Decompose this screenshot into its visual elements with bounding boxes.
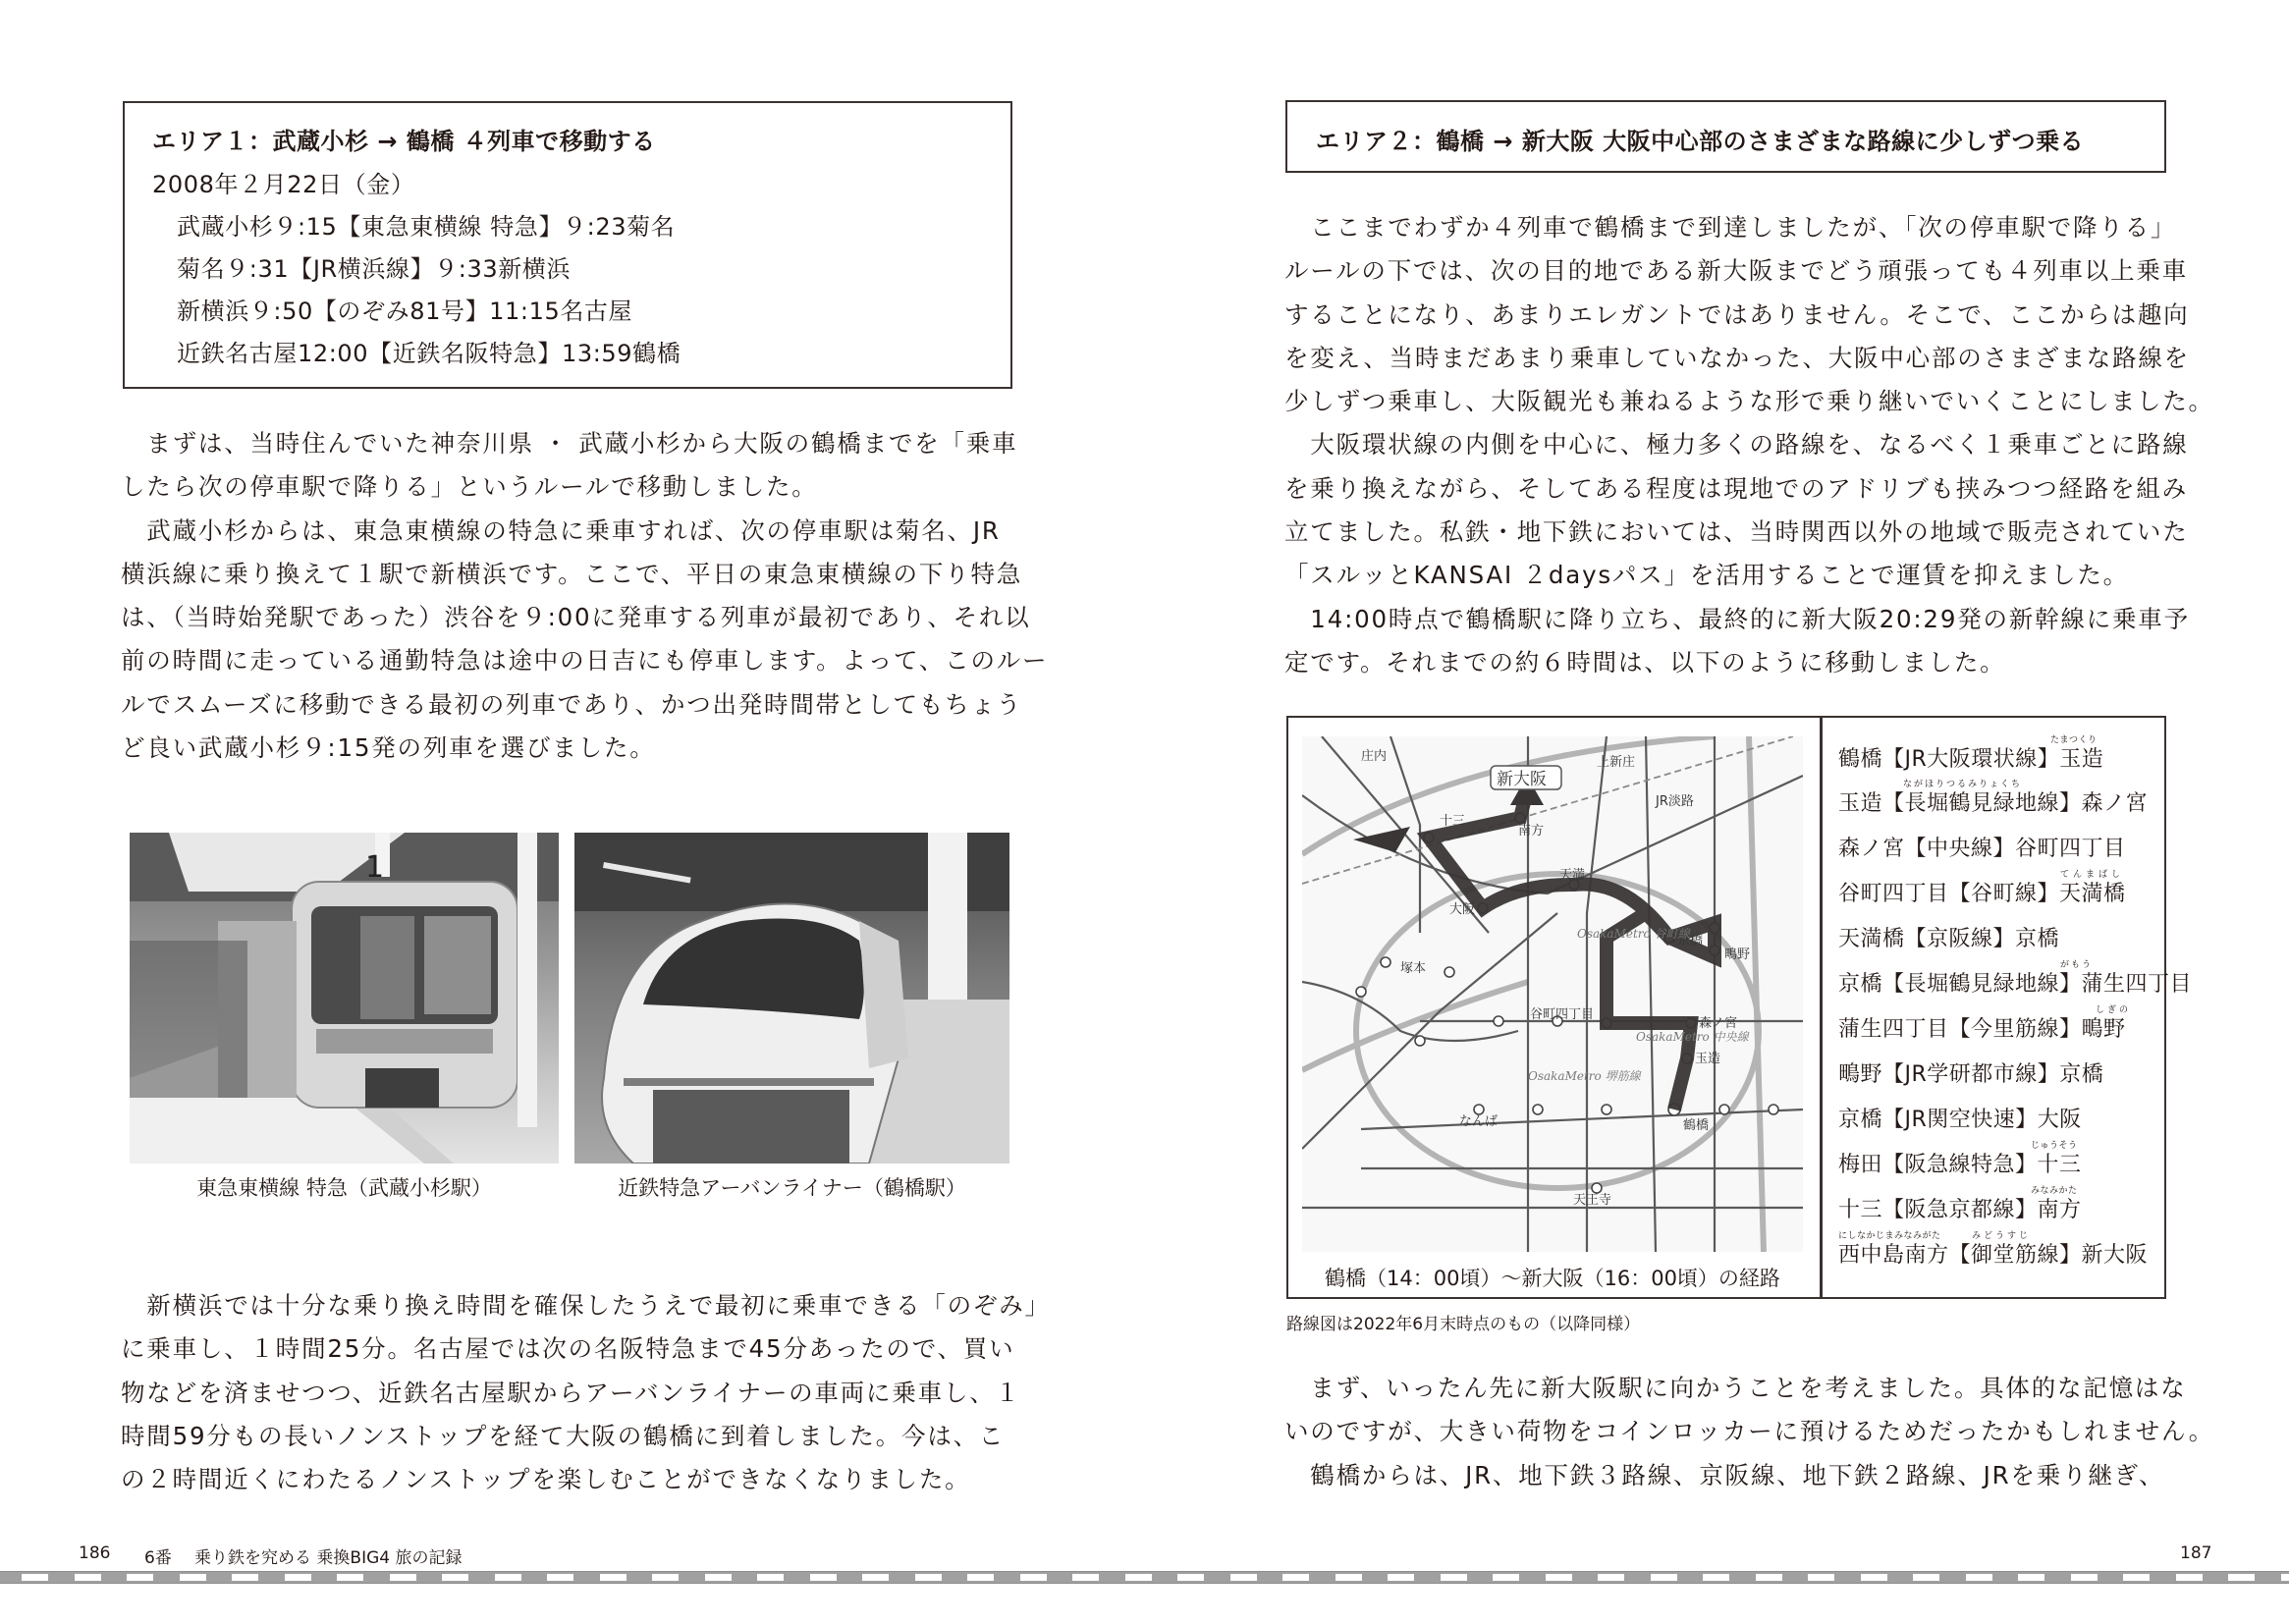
strip-dash	[390, 1574, 416, 1581]
strip-dash	[705, 1574, 732, 1581]
strip-dash	[862, 1574, 889, 1581]
photo-kintetsu-caption: 近鉄特急アーバンライナー（鶴橋駅）	[618, 1176, 966, 1200]
strip-dash	[1756, 1574, 1782, 1581]
strip-dash	[600, 1574, 627, 1581]
left-paragraph-2	[121, 1284, 1051, 1501]
route-step-11: 十三【阪急京都線】南方	[1838, 1198, 2082, 1222]
strip-dash	[1020, 1574, 1047, 1581]
text-line: に乗車し、１時間25分。名古屋では次の名阪特急まで45分あったので、買い	[121, 1334, 1015, 1364]
chapter-label: 6番	[144, 1548, 172, 1568]
text-line: は、（当時始発駅であった）渋谷を９:00に発車する列車が最初であり、それ以	[121, 603, 1031, 632]
route-step-10: 梅田【阪急線特急】十三	[1838, 1153, 2082, 1177]
text-line: 時間59分もの長いノンストップを経て大阪の鶴橋に到着しました。今は、こ	[121, 1421, 1006, 1450]
strip-dash	[2018, 1574, 2044, 1581]
text-line: 前の時間に走っている通勤特急は途中の日吉にも停車します。よって、このルー	[121, 646, 1049, 676]
strip-dash	[2071, 1574, 2098, 1581]
strip-dash	[495, 1574, 521, 1581]
strip-dash	[652, 1574, 679, 1581]
strip-dash	[915, 1574, 942, 1581]
right-paragraph-1	[1284, 206, 2214, 684]
area1-leg-1: 武蔵小杉９:15【東急東横線 特急】９:23菊名	[177, 213, 676, 241]
svg-text:森ノ宮: 森ノ宮	[1699, 1016, 1738, 1031]
area1-leg-4: 近鉄名古屋12:00【近鉄名阪特急】13:59鶴橋	[177, 340, 681, 367]
route-list	[1838, 734, 2193, 1284]
strip-dash	[127, 1574, 153, 1581]
strip-dash	[1282, 1574, 1309, 1581]
left-paragraph-1	[121, 422, 1048, 770]
ruby-shigino: しぎの	[2096, 1005, 2132, 1015]
area1-title: エリア１：武蔵小杉 → 鶴橋 ４列車で移動する	[152, 128, 656, 155]
ruby-nagahori-tsurumi-ryokuchi: ながほりつるみりょくち	[1903, 780, 2023, 789]
strip-dash	[1335, 1574, 1362, 1581]
ruby-tamatsukuri: たまつくり	[2050, 735, 2098, 745]
route-step-1: 鶴橋【JR大阪環状線】玉造	[1838, 747, 2104, 772]
tokyu-train-illustration	[130, 833, 559, 1164]
strip-dash	[967, 1574, 994, 1581]
svg-text:新大阪: 新大阪	[1497, 770, 1547, 789]
route-step-4: 谷町四丁目【谷町線】天満橋	[1838, 882, 2126, 906]
strip-dash	[1703, 1574, 1729, 1581]
strip-dash	[2123, 1574, 2150, 1581]
ruby-midosuji: みどうすじ	[1972, 1231, 2032, 1241]
strip-dash	[2176, 1574, 2203, 1581]
strip-dash	[1441, 1574, 1467, 1581]
map-divider	[1820, 716, 1823, 1299]
text-line: 鶴橋からは、JR、地下鉄３路線、京阪線、地下鉄２路線、JRを乗り継ぎ、	[1284, 1460, 2165, 1489]
map-note: 路線図は2022年6月末時点のもの（以降同様）	[1286, 1315, 1641, 1334]
text-line: 立てました。私鉄・地下鉄においては、当時関西以外の地域で販売されていた	[1284, 517, 2189, 547]
area2-title: エリア２：鶴橋 → 新大阪 大阪中心部のさまざまな路線に少しずつ乗る	[1316, 128, 2085, 155]
text-line: 大阪環状線の内側を中心に、極力多くの路線を、なるべく１乗車ごとに路線	[1284, 430, 2189, 460]
text-line: したら次の停車駅で降りる」というルールで移動しました。	[121, 472, 818, 502]
route-step-12: 西中島南方【御堂筋線】新大阪	[1838, 1243, 2149, 1268]
ruby-minamikata: みなみかた	[2031, 1186, 2078, 1196]
svg-text:玉造: 玉造	[1695, 1052, 1721, 1066]
strip-dash	[285, 1574, 311, 1581]
text-line: まずは、当時住んでいた神奈川県 ・ 武蔵小杉から大阪の鶴橋までを「乗車	[121, 429, 1018, 458]
svg-text:天満: 天満	[1559, 868, 1586, 883]
strip-dash	[442, 1574, 468, 1581]
strip-dash	[1861, 1574, 1887, 1581]
area1-leg-2: 菊名９:31【JR横浜線】９:33新横浜	[177, 255, 572, 283]
svg-text:鶴橋: 鶴橋	[1683, 1118, 1710, 1133]
strip-dash	[1230, 1574, 1257, 1581]
strip-dash	[1546, 1574, 1572, 1581]
strip-dash	[1598, 1574, 1624, 1581]
route-step-8: 鴫野【JR学研都市線】京橋	[1838, 1062, 2104, 1087]
running-title: 乗り鉄を究める 乗換BIG4 旅の記録	[194, 1548, 463, 1568]
text-line: ど良い武蔵小杉９:15発の列車を選びました。	[121, 733, 656, 763]
route-step-6: 京橋【長堀鶴見緑地線】蒲生四丁目	[1838, 972, 2193, 997]
strip-dash	[2228, 1574, 2255, 1581]
route-step-3: 森ノ宮【中央線】谷町四丁目	[1838, 837, 2126, 861]
route-step-5: 天満橋【京阪線】京橋	[1838, 927, 2060, 951]
svg-text:1: 1	[365, 850, 385, 885]
strip-dash	[180, 1574, 206, 1581]
strip-dash	[810, 1574, 837, 1581]
strip-dash	[1072, 1574, 1099, 1581]
svg-text:谷町四丁目: 谷町四丁目	[1530, 1007, 1595, 1022]
strip-dash	[1913, 1574, 1939, 1581]
text-line: 「スルッとKANSAI ２daysパス」を活用することで運賃を抑えました。	[1284, 561, 2129, 590]
svg-text:JR淡路: JR淡路	[1656, 794, 1694, 809]
svg-text:十三: 十三	[1440, 814, 1466, 829]
strip-dash	[1388, 1574, 1414, 1581]
svg-text:庄内: 庄内	[1361, 749, 1388, 764]
route-step-2: 玉造【長堀鶴見緑地線】森ノ宮	[1838, 791, 2149, 816]
text-line: ルでスムーズに移動できる最初の列車であり、かつ出発時間帯としてもちょう	[121, 689, 1023, 719]
osaka-route-map-illustration	[1302, 736, 1803, 1252]
strip-dash	[1966, 1574, 1992, 1581]
svg-text:OsakaMetro 堺筋線: OsakaMetro 堺筋線	[1528, 1069, 1641, 1083]
svg-text:南方: 南方	[1518, 824, 1545, 839]
strip-dash	[1493, 1574, 1519, 1581]
strip-dash	[75, 1574, 101, 1581]
ruby-juso: じゅうそう	[2031, 1141, 2078, 1151]
text-line: を乗り換えながら、そしてある程度は現地でのアドリブも挟みつつ経路を組み	[1284, 473, 2189, 503]
svg-text:鴫野: 鴫野	[1724, 947, 1751, 962]
text-line: ここまでわずか４列車で鶴橋まで到達しましたが、「次の停車駅で降りる」	[1284, 213, 2177, 242]
text-line: まず、いったん先に新大阪駅に向かうことを考えました。具体的な記憶はな	[1284, 1374, 2187, 1402]
map-caption: 鶴橋（14：00頃）～新大阪（16：00頃）の経路	[1325, 1267, 1780, 1290]
strip-dash	[547, 1574, 573, 1581]
strip-dash	[1808, 1574, 1834, 1581]
svg-text:上新庄: 上新庄	[1597, 755, 1636, 770]
text-line: 新横浜では十分な乗り換え時間を確保したうえで最初に乗車できる「のぞみ」	[121, 1291, 1051, 1320]
strip-dash	[757, 1574, 784, 1581]
ruby-nishinakajima-minamigata: にしなかじまみなみがた	[1838, 1231, 1941, 1241]
text-line: を変え、当時まだあまり乗車していなかった、大阪中心部のさまざまな路線を	[1284, 343, 2190, 372]
text-line: の２時間近くにわたるノンストップを楽しむことができなくなりました。	[121, 1465, 971, 1494]
ruby-tenmabashi: てんまばし	[2060, 870, 2125, 880]
strip-dash	[2281, 1574, 2289, 1581]
area1-date: 2008年２月22日（金）	[152, 171, 415, 198]
svg-text:OsakaMetro 谷町線: OsakaMetro 谷町線	[1577, 927, 1690, 941]
strip-dash	[1651, 1574, 1677, 1581]
text-line: することになり、あまりエレガントではありません。そこで、ここからは趣向	[1284, 299, 2190, 329]
strip-dash	[1177, 1574, 1204, 1581]
text-line: 物などを済ませつつ、近鉄名古屋駅からアーバンライナーの車両に乗車し、１	[121, 1378, 1021, 1407]
text-line: 少しずつ乗車し、大阪観光も兼ねるような形で乗り継いでいくことにしました。	[1284, 387, 2214, 416]
text-line: 定です。それまでの約６時間は、以下のように移動しました。	[1284, 647, 2006, 677]
route-map	[1302, 736, 1803, 1252]
route-step-9: 京橋【JR関空快速】大阪	[1838, 1108, 2082, 1132]
text-line: いのですが、大きい荷物をコインロッカーに預けるためだったかもしれません。	[1284, 1417, 2215, 1446]
photo-tokyu-caption: 東急東横線 特急（武蔵小杉駅）	[196, 1176, 492, 1200]
svg-text:大阪: 大阪	[1449, 902, 1476, 917]
left-page-number: 186	[79, 1543, 111, 1563]
route-step-7: 蒲生四丁目【今里筋線】鴫野	[1838, 1017, 2126, 1042]
text-line: 武蔵小杉からは、東急東横線の特急に乗車すれば、次の停車駅は菊名、JR	[121, 515, 1001, 545]
svg-text:OsakaMetro 中央線: OsakaMetro 中央線	[1636, 1030, 1749, 1044]
svg-text:塚本: 塚本	[1400, 961, 1427, 976]
strip-dash	[1125, 1574, 1152, 1581]
footer-rail-strip	[0, 1571, 2289, 1584]
svg-text:なんば: なんば	[1459, 1114, 1499, 1129]
strip-dash	[337, 1574, 363, 1581]
photo-kintetsu-train	[574, 833, 1009, 1164]
text-line: ルールの下では、次の目的地である新大阪までどう頑張っても４列車以上乗車	[1284, 256, 2189, 286]
ruby-gamo: がもう	[2060, 960, 2094, 970]
area1-leg-3: 新横浜９:50【のぞみ81号】11:15名古屋	[177, 298, 633, 325]
right-paragraph-2	[1284, 1367, 2214, 1497]
kintetsu-train-illustration	[574, 833, 1009, 1164]
right-page-number: 187	[2180, 1543, 2212, 1563]
svg-text:京橋: 京橋	[1677, 934, 1704, 948]
text-line: 14:00時点で鶴橋駅に降り立ち、最終的に新大阪20:29発の新幹線に乗車予	[1284, 604, 2190, 633]
svg-text:天王寺: 天王寺	[1573, 1193, 1612, 1208]
strip-dash	[22, 1574, 48, 1581]
strip-dash	[232, 1574, 258, 1581]
photo-tokyu-train	[130, 833, 559, 1164]
text-line: 横浜線に乗り換えて１駅で新横浜です。ここで、平日の東急東横線の下り特急	[121, 559, 1023, 588]
